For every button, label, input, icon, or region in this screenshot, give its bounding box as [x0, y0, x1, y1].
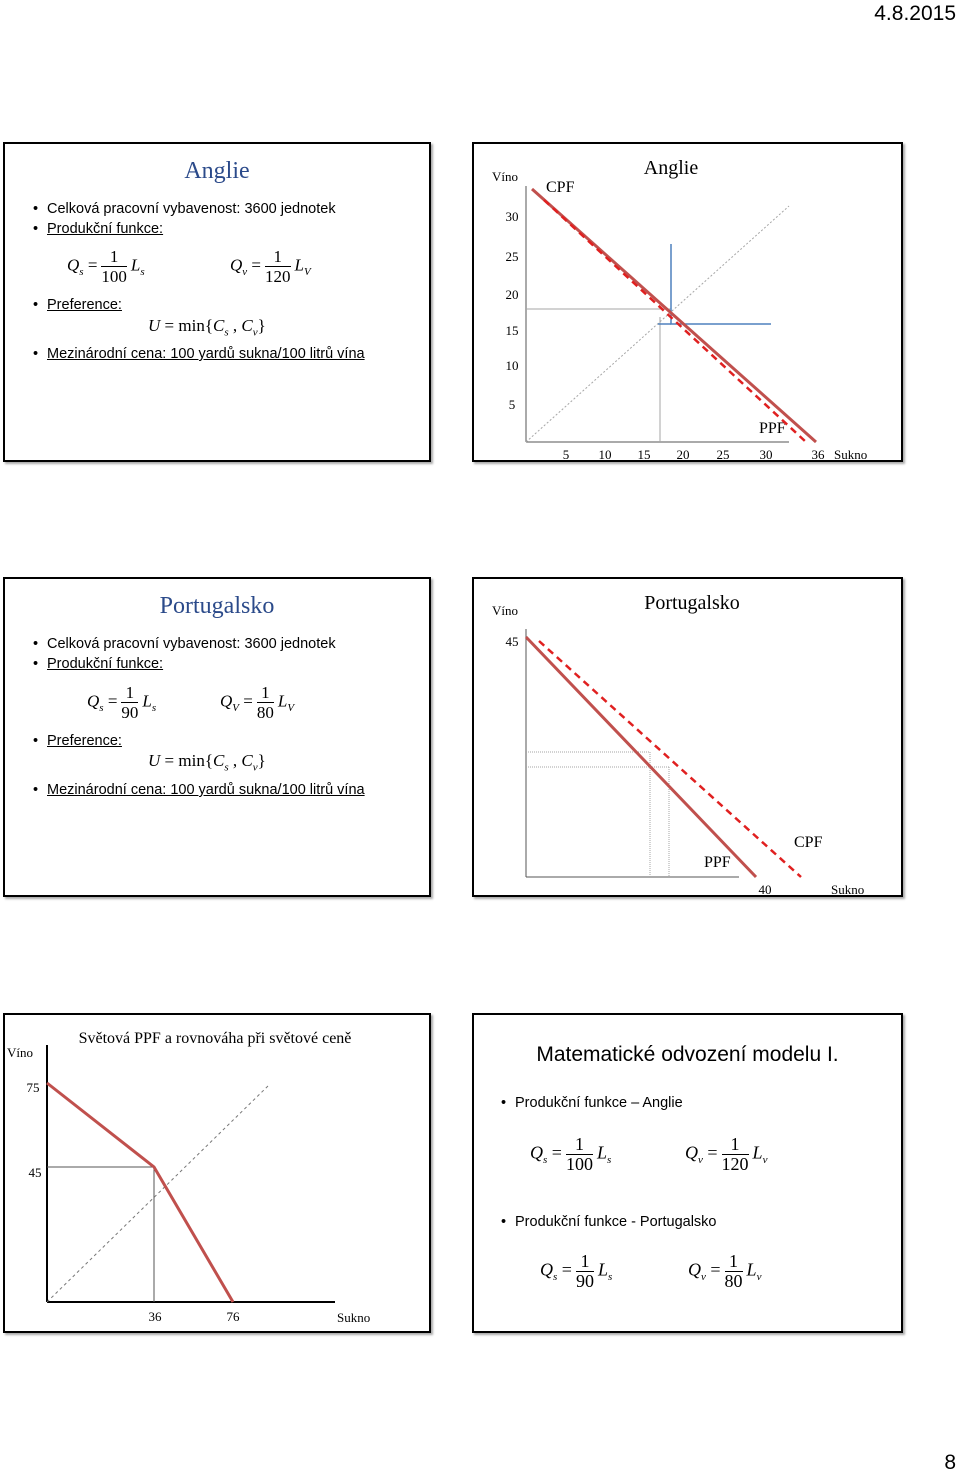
- equation-anglie-qs: $Q_s$ = $\frac{1}{100}$ $L_s$: [530, 1134, 612, 1174]
- slide-anglie-text: [3, 142, 431, 462]
- x-tick-20: 20: [676, 447, 690, 460]
- bullet-price: • Mezinárodní cena: 100 yardů sukna/100 litrů vína: [31, 344, 431, 364]
- slide-title: Anglie: [184, 158, 250, 184]
- x-tick-25: 25: [716, 447, 730, 460]
- slide-portugalsko-text: [3, 577, 431, 897]
- equation-utility: $U = \min\{C_s$ , $C_v$}: [148, 316, 266, 339]
- world-ppf-chart: [5, 1015, 429, 1331]
- y-tick-20: 20: [505, 287, 519, 302]
- bullet-list-3: [31, 344, 431, 364]
- ppf-line: [526, 637, 756, 877]
- bullet-list-3: [31, 780, 431, 800]
- header-date: 4.8.2015: [874, 2, 956, 25]
- equation-utility: $U = \min\{C_s$ , $C_v$}: [148, 751, 266, 774]
- x-tick-36: 36: [811, 447, 825, 460]
- slide-title: Portugalsko: [159, 593, 275, 619]
- x-axis-label: Sukno: [834, 447, 868, 460]
- bullet-list: [31, 199, 421, 239]
- bullet-anglie: • Produkční funkce – Anglie: [499, 1093, 899, 1113]
- bullet-endowment: • Celková pracovní vybavenost: 3600 jednotek: [31, 634, 421, 654]
- chart-title: Anglie: [643, 157, 699, 179]
- diagonal-guide: [47, 1085, 269, 1302]
- page-number: 8: [944, 1451, 956, 1474]
- bullet-production: • Produkční funkce:: [31, 654, 421, 674]
- equation-port-qv: $Q_v$ = $\frac{1}{80}$ $L_v$: [688, 1251, 762, 1291]
- x-tick-5: 5: [562, 447, 570, 460]
- bullet-production: • Produkční funkce:: [31, 219, 421, 239]
- bullet-list-2: [499, 1212, 899, 1232]
- cpf-line: [539, 641, 801, 877]
- cpf-line: [544, 200, 806, 442]
- cpf-label: CPF: [546, 179, 575, 196]
- cpf-label: CPF: [794, 834, 823, 851]
- bullet-list: [31, 634, 421, 674]
- x-tick-30: 30: [759, 447, 773, 460]
- ppf-label: PPF: [759, 420, 786, 437]
- equation-qv: $Q_v$ = $\frac{1}{120}$ $L_V$: [230, 247, 311, 286]
- bullet-preference: • Preference:: [31, 731, 421, 751]
- slide-math-derivation: [472, 1013, 903, 1333]
- y-axis-label: Víno: [492, 169, 518, 184]
- chart-title: Portugalsko: [644, 592, 740, 614]
- chart-title: Světová PPF a rovnováha při světové ceně: [78, 1030, 352, 1047]
- y-tick-45: 45: [28, 1165, 42, 1180]
- equation-port-qs: $Q_s$ = $\frac{1}{90}$ $L_s$: [540, 1251, 613, 1291]
- x-tick-10: 10: [598, 447, 612, 460]
- equation-qs: $Q_s$ = $\frac{1}{90}$ $L_s$: [87, 683, 157, 722]
- equation-qv: $Q_V$ = $\frac{1}{80}$ $L_V$: [220, 683, 295, 722]
- slide-portugalsko-chart: [472, 577, 903, 897]
- y-axis-label: Víno: [7, 1045, 33, 1060]
- equation-anglie-qv: $Q_v$ = $\frac{1}{120}$ $L_v$: [685, 1134, 768, 1174]
- slide-title: Matematické odvození modelu I.: [536, 1043, 839, 1066]
- anglie-chart: [474, 144, 901, 460]
- y-tick-30: 30: [505, 209, 519, 224]
- portugalsko-chart: [474, 579, 901, 895]
- y-tick-15: 15: [505, 323, 519, 338]
- x-tick-36: 36: [148, 1309, 162, 1324]
- bullet-price: • Mezinárodní cena: 100 yardů sukna/100 litrů vína: [31, 780, 431, 800]
- x-tick-15: 15: [637, 447, 651, 460]
- bullet-preference: • Preference:: [31, 295, 421, 315]
- bullet-list-2: [31, 731, 421, 751]
- indifference-curve: [671, 244, 771, 324]
- y-tick-45: 45: [505, 634, 519, 649]
- bullet-list-2: [31, 295, 421, 315]
- bullet-endowment: • Celková pracovní vybavenost: 3600 jednotek: [31, 199, 421, 219]
- y-tick-10: 10: [505, 358, 519, 373]
- y-tick-5: 5: [508, 397, 516, 412]
- slide-anglie-chart: [472, 142, 903, 462]
- x-tick-76: 76: [226, 1309, 240, 1324]
- equation-qs: $Q_s$ = $\frac{1}{100}$ $L_s$: [67, 247, 145, 286]
- y-tick-75: 75: [26, 1080, 40, 1095]
- ppf-label: PPF: [704, 854, 731, 871]
- x-axis-label: Sukno: [831, 882, 865, 895]
- world-ppf-line: [47, 1083, 233, 1302]
- y-tick-25: 25: [505, 249, 519, 264]
- x-axis-label: Sukno: [337, 1310, 371, 1325]
- bullet-portugalsko: • Produkční funkce - Portugalsko: [499, 1212, 899, 1232]
- y-axis-label: Víno: [492, 603, 518, 618]
- bullet-list: [499, 1093, 899, 1113]
- x-tick-40: 40: [758, 882, 772, 895]
- slide-world-ppf: [3, 1013, 431, 1333]
